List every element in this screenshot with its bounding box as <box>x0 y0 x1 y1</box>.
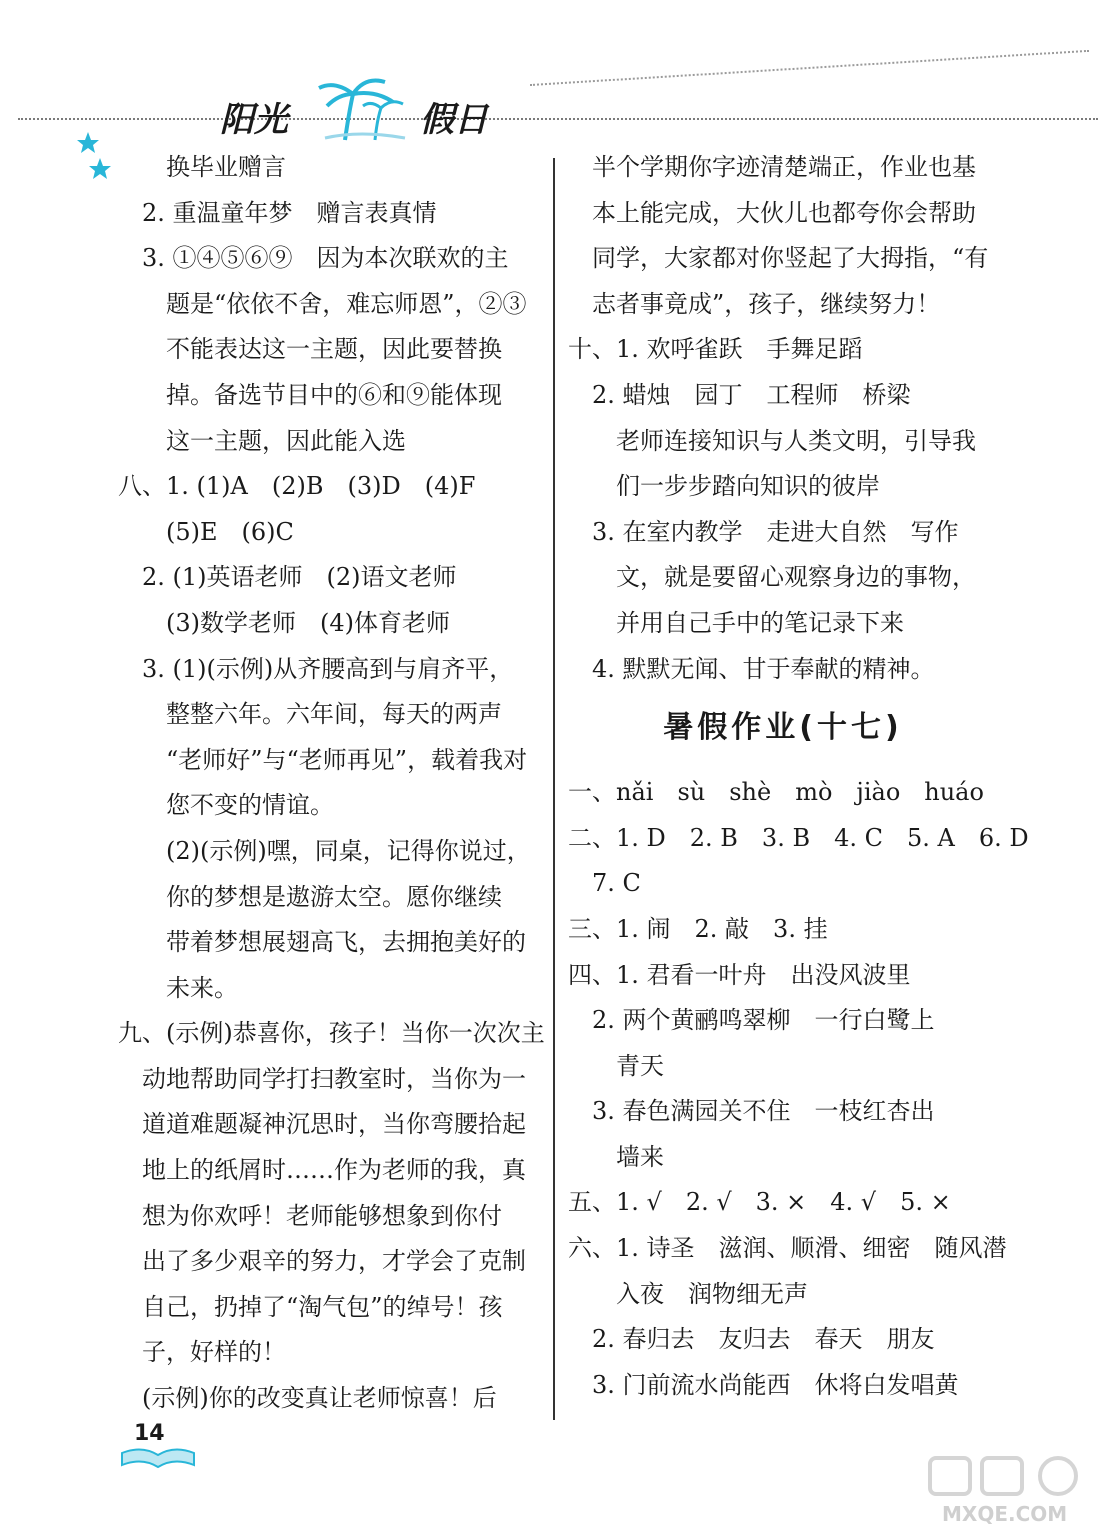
answer-line: “老师好”与“老师再见”，载着我对 <box>118 745 528 774</box>
watermark-logo <box>920 1450 1100 1500</box>
logo-text-right: 假日 <box>420 100 488 140</box>
page-number-badge <box>118 1415 198 1475</box>
answer-line: 老师连接知识与人类文明，引导我 <box>568 426 976 455</box>
answer-line: 出了多少艰辛的努力，才学会了克制 <box>118 1247 526 1276</box>
answer-line: 子，好样的！ <box>118 1338 286 1367</box>
answer-line: 九、(示例)恭喜你，孩子！当你一次次主 <box>118 1019 545 1048</box>
answer-line: (5)E (6)C <box>118 517 294 546</box>
answer-line: 六、1. 诗圣 滋润、顺滑、细密 随风潜 <box>568 1234 1007 1263</box>
answer-line: 十、1. 欢呼雀跃 手舞足蹈 <box>568 335 863 364</box>
answer-line: 2. 两个黄鹂鸣翠柳 一行白鹭上 <box>568 1006 935 1035</box>
answer-line: 2. 蜡烛 园丁 工程师 桥梁 <box>568 380 911 409</box>
answer-line: 一、nǎi sù shè mò jiào huáo <box>568 778 984 807</box>
watermark-text: MXQE.COM <box>942 1502 1068 1526</box>
answer-line: (示例)你的改变真让老师惊喜！后 <box>118 1384 497 1413</box>
answer-line: 们一步步踏向知识的彼岸 <box>568 472 880 501</box>
answer-line: 2. (1)英语老师 (2)语文老师 <box>118 563 457 592</box>
answer-line: 道道难题凝神沉思时，当你弯腰拾起 <box>118 1110 526 1139</box>
star-icon <box>76 130 116 190</box>
answer-line: 文，就是要留心观察身边的事物， <box>568 563 976 592</box>
answer-line: 八、1. (1)A (2)B (3)D (4)F <box>118 472 476 501</box>
answer-line: 这一主题，因此能入选 <box>118 426 406 455</box>
answer-line: 整整六年。六年间，每天的两声 <box>118 700 502 729</box>
answer-line: 3. 在室内教学 走进大自然 写作 <box>568 517 959 546</box>
answer-line: 志者事竟成”，孩子，继续努力！ <box>568 289 941 318</box>
answer-line: 动地帮助同学打扫教室时，当你为一 <box>118 1064 526 1093</box>
answer-line: 你的梦想是遨游太空。愿你继续 <box>118 882 502 911</box>
answer-line: 4. 默默无闻、甘于奉献的精神。 <box>568 654 935 683</box>
answer-line: 掉。备选节目中的⑥和⑨能体现 <box>118 380 502 409</box>
answer-line: 本上能完成，大伙儿也都夸你会帮助 <box>568 198 976 227</box>
answer-line: 地上的纸屑时……作为老师的我，真 <box>118 1156 526 1185</box>
answer-line: 带着梦想展翅高飞，去拥抱美好的 <box>118 928 526 957</box>
column-divider <box>553 158 555 1420</box>
answer-line: 3. 春色满园关不住 一枝红杏出 <box>568 1097 935 1126</box>
answer-line: 您不变的情谊。 <box>118 791 334 820</box>
answer-line: 3. 门前流水尚能西 休将白发唱黄 <box>568 1370 959 1399</box>
answer-line: 换毕业赠言 <box>118 153 286 181</box>
section-title: 暑假作业(十七) <box>663 710 903 746</box>
answer-line: 四、1. 君看一叶舟 出没风波里 <box>568 960 911 989</box>
left-column <box>118 145 548 1422</box>
answer-line: 并用自己手中的笔记录下来 <box>568 608 904 637</box>
answer-line: 2. 春归去 友归去 春天 朋友 <box>568 1325 935 1354</box>
answer-line: 青天 <box>568 1051 664 1080</box>
answer-line: 墙来 <box>568 1142 664 1171</box>
watermark <box>920 1450 1100 1530</box>
answer-line: 2. 重温童年梦 赠言表真情 <box>118 198 437 227</box>
answer-line: 入夜 润物细无声 <box>568 1279 808 1308</box>
answer-line: 想为你欢呼！老师能够想象到你付 <box>118 1201 502 1230</box>
logo-text-left: 阳光 <box>220 100 288 140</box>
answer-line: 同学，大家都对你竖起了大拇指，“有 <box>568 244 989 273</box>
page-number: 14 <box>134 1421 165 1446</box>
answer-line: (2)(示例)嘿，同桌，记得你说过， <box>118 836 531 865</box>
answer-line: 半个学期你字迹清楚端正，作业也基 <box>568 153 976 181</box>
answer-line: 7. C <box>568 869 641 898</box>
header-dotted-line <box>18 118 1098 120</box>
answer-line: 题是“依依不舍，难忘师恩”，②③ <box>118 289 527 318</box>
answer-line: (3)数学老师 (4)体育老师 <box>118 608 450 637</box>
right-bottom-block <box>568 770 1029 1408</box>
sunshine-holiday-logo <box>220 72 500 142</box>
answer-line: 三、1. 闹 2. 敲 3. 挂 <box>568 914 828 943</box>
answer-line: 3. ①④⑤⑥⑨ 因为本次联欢的主 <box>118 244 509 273</box>
answer-line: 3. (1)(示例)从齐腰高到与肩齐平， <box>118 654 514 683</box>
answer-line: 五、1. √ 2. √ 3. × 4. √ 5. × <box>568 1188 951 1217</box>
right-top-block <box>568 145 998 692</box>
palm-tree-icon <box>305 72 415 142</box>
answer-line: 自己，扔掉了“淘气包”的绰号！孩 <box>118 1292 503 1321</box>
right-column <box>568 145 1029 1408</box>
answer-line: 二、1. D 2. B 3. B 4. C 5. A 6. D <box>568 823 1029 852</box>
answer-line: 未来。 <box>118 973 238 1002</box>
answer-line: 不能表达这一主题，因此要替换 <box>118 335 502 364</box>
